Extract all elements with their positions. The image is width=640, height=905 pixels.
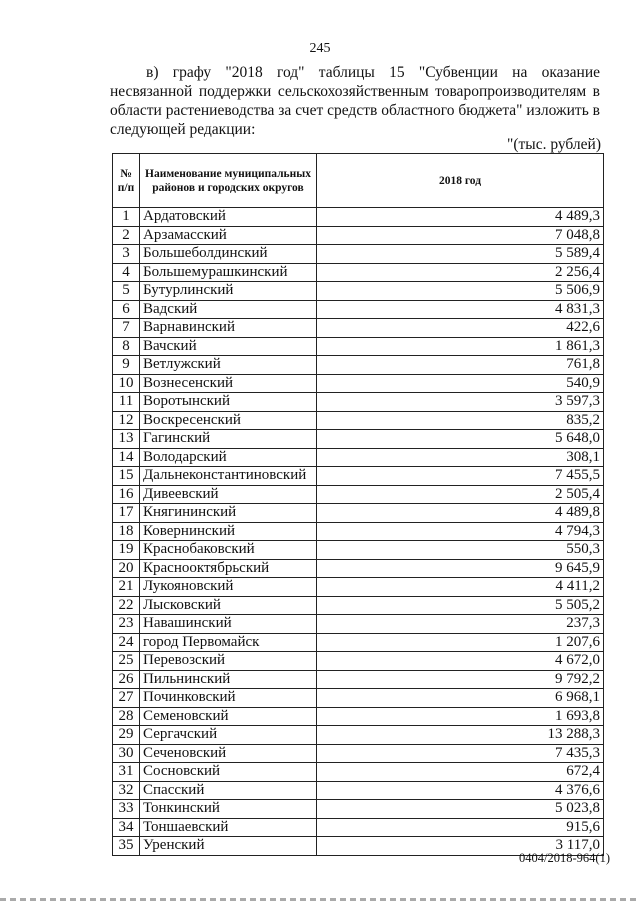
district-name: Вачский: [140, 337, 317, 356]
row-number: 9: [113, 356, 140, 375]
table-row: [113, 282, 604, 301]
subsidy-value: 422,6: [317, 319, 604, 338]
subsidy-value: 7 455,5: [317, 467, 604, 486]
table-row: [113, 374, 604, 393]
table-row: [113, 522, 604, 541]
district-name: Арзамасский: [140, 226, 317, 245]
table-row: [113, 818, 604, 837]
subsidy-value: 4 489,3: [317, 208, 604, 227]
row-number: 35: [113, 837, 140, 856]
table-row: [113, 485, 604, 504]
subsidy-value: 5 023,8: [317, 800, 604, 819]
district-name: Лысковский: [140, 596, 317, 615]
subsidy-value: 1 861,3: [317, 337, 604, 356]
table-row: [113, 337, 604, 356]
row-number: 29: [113, 726, 140, 745]
table-row: [113, 226, 604, 245]
subsidy-value: 7 435,3: [317, 744, 604, 763]
district-name: Починковский: [140, 689, 317, 708]
row-number: 1: [113, 208, 140, 227]
row-number: 34: [113, 818, 140, 837]
district-name: Спасский: [140, 781, 317, 800]
row-number: 20: [113, 559, 140, 578]
row-number: 13: [113, 430, 140, 449]
district-name: Уренский: [140, 837, 317, 856]
row-number: 23: [113, 615, 140, 634]
row-number: 22: [113, 596, 140, 615]
row-number: 3: [113, 245, 140, 264]
table-row: [113, 652, 604, 671]
subsidy-value: 4 794,3: [317, 522, 604, 541]
row-number: 30: [113, 744, 140, 763]
table-row: [113, 633, 604, 652]
district-name: Ветлужский: [140, 356, 317, 375]
subsidy-value: 4 831,3: [317, 300, 604, 319]
subsidy-value: 9 792,2: [317, 670, 604, 689]
district-name: Воскресенский: [140, 411, 317, 430]
district-name: Вадский: [140, 300, 317, 319]
row-number: 11: [113, 393, 140, 412]
district-name: город Первомайск: [140, 633, 317, 652]
subsidy-value: 3 597,3: [317, 393, 604, 412]
row-number: 6: [113, 300, 140, 319]
intro-paragraph: в) графу "2018 год" таблицы 15 "Субвенции на оказание несвязанной поддержки сельскохозяйственным товаропроизводителям в области растениеводства за счет средств областного бюджета" изложить в следующей редакции:: [110, 64, 600, 138]
table-row: [113, 707, 604, 726]
subsidy-value: 9 645,9: [317, 559, 604, 578]
district-name: Тонкинский: [140, 800, 317, 819]
district-name: Володарский: [140, 448, 317, 467]
row-number: 19: [113, 541, 140, 560]
table-body: [113, 208, 604, 856]
row-number: 16: [113, 485, 140, 504]
district-name: Сосновский: [140, 763, 317, 782]
scan-edge-line: [0, 898, 640, 901]
subsidy-value: 4 672,0: [317, 652, 604, 671]
row-number: 2: [113, 226, 140, 245]
page-number: 245: [309, 41, 331, 56]
subsidy-value: 540,9: [317, 374, 604, 393]
table-row: [113, 263, 604, 282]
row-number: 26: [113, 670, 140, 689]
district-name: Навашинский: [140, 615, 317, 634]
table-row: [113, 800, 604, 819]
row-number: 27: [113, 689, 140, 708]
district-name: Краснооктябрьский: [140, 559, 317, 578]
subsidy-value: 308,1: [317, 448, 604, 467]
subsidy-value: 672,4: [317, 763, 604, 782]
document-code: 0404/2018-964(1): [519, 851, 610, 865]
row-number: 17: [113, 504, 140, 523]
subsidy-value: 237,3: [317, 615, 604, 634]
district-name: Воротынский: [140, 393, 317, 412]
subsidy-value: 4 411,2: [317, 578, 604, 597]
table-row: [113, 726, 604, 745]
header-value: 2018 год: [317, 154, 604, 208]
subsidy-value: 13 288,3: [317, 726, 604, 745]
district-name: Сергачский: [140, 726, 317, 745]
table-row: [113, 430, 604, 449]
table-row: [113, 781, 604, 800]
row-number: 28: [113, 707, 140, 726]
subsidy-value: 7 048,8: [317, 226, 604, 245]
row-number: 10: [113, 374, 140, 393]
district-name: Пильнинский: [140, 670, 317, 689]
subsidy-value: 6 968,1: [317, 689, 604, 708]
subsidy-value: 1 207,6: [317, 633, 604, 652]
subsidy-value: 915,6: [317, 818, 604, 837]
subsidy-value: 5 505,2: [317, 596, 604, 615]
row-number: 7: [113, 319, 140, 338]
row-number: 5: [113, 282, 140, 301]
table-row: [113, 504, 604, 523]
subsidy-value: 1 693,8: [317, 707, 604, 726]
row-number: 21: [113, 578, 140, 597]
table-row: [113, 615, 604, 634]
row-number: 24: [113, 633, 140, 652]
row-number: 32: [113, 781, 140, 800]
table-row: [113, 448, 604, 467]
table-row: [113, 670, 604, 689]
district-name: Дальнеконстантиновский: [140, 467, 317, 486]
header-name: Наименование муниципальных районов и городских округов: [140, 154, 317, 208]
district-name: Варнавинский: [140, 319, 317, 338]
table-row: [113, 208, 604, 227]
row-number: 8: [113, 337, 140, 356]
row-number: 15: [113, 467, 140, 486]
row-number: 18: [113, 522, 140, 541]
table-row: [113, 393, 604, 412]
district-name: Большеболдинский: [140, 245, 317, 264]
subsidy-value: 3 117,0: [317, 837, 604, 856]
district-name: Ардатовский: [140, 208, 317, 227]
district-name: Ковернинский: [140, 522, 317, 541]
subsidy-value: 5 648,0: [317, 430, 604, 449]
subsidy-value: 5 589,4: [317, 245, 604, 264]
table-row: [113, 689, 604, 708]
subsidy-value: 2 505,4: [317, 485, 604, 504]
table-header-row: [113, 154, 604, 208]
row-number: 33: [113, 800, 140, 819]
table-row: [113, 559, 604, 578]
row-number: 12: [113, 411, 140, 430]
row-number: 14: [113, 448, 140, 467]
subsidy-value: 4 376,6: [317, 781, 604, 800]
table-row: [113, 356, 604, 375]
district-name: Перевозский: [140, 652, 317, 671]
table-row: [113, 467, 604, 486]
subsidy-value: 835,2: [317, 411, 604, 430]
subsidy-value: 2 256,4: [317, 263, 604, 282]
table-row: [113, 411, 604, 430]
subsidy-value: 5 506,9: [317, 282, 604, 301]
subsidy-value: 761,8: [317, 356, 604, 375]
table-row: [113, 596, 604, 615]
district-name: Бутурлинский: [140, 282, 317, 301]
row-number: 31: [113, 763, 140, 782]
table-row: [113, 744, 604, 763]
district-name: Вознесенский: [140, 374, 317, 393]
table-row: [113, 319, 604, 338]
table-row: [113, 578, 604, 597]
subsidy-value: 4 489,8: [317, 504, 604, 523]
subsidy-value: 550,3: [317, 541, 604, 560]
district-name: Большемурашкинский: [140, 263, 317, 282]
district-name: Краснобаковский: [140, 541, 317, 560]
table-row: [113, 300, 604, 319]
row-number: 4: [113, 263, 140, 282]
table-row: [113, 245, 604, 264]
subsidy-table: [112, 153, 604, 856]
district-name: Тоншаевский: [140, 818, 317, 837]
district-name: Гагинский: [140, 430, 317, 449]
district-name: Сеченовский: [140, 744, 317, 763]
header-num: № п/п: [113, 154, 140, 208]
table-row: [113, 763, 604, 782]
district-name: Дивеевский: [140, 485, 317, 504]
district-name: Семеновский: [140, 707, 317, 726]
units-label: "(тыс. рублей): [507, 136, 601, 153]
row-number: 25: [113, 652, 140, 671]
district-name: Лукояновский: [140, 578, 317, 597]
table-row: [113, 541, 604, 560]
district-name: Княгининский: [140, 504, 317, 523]
